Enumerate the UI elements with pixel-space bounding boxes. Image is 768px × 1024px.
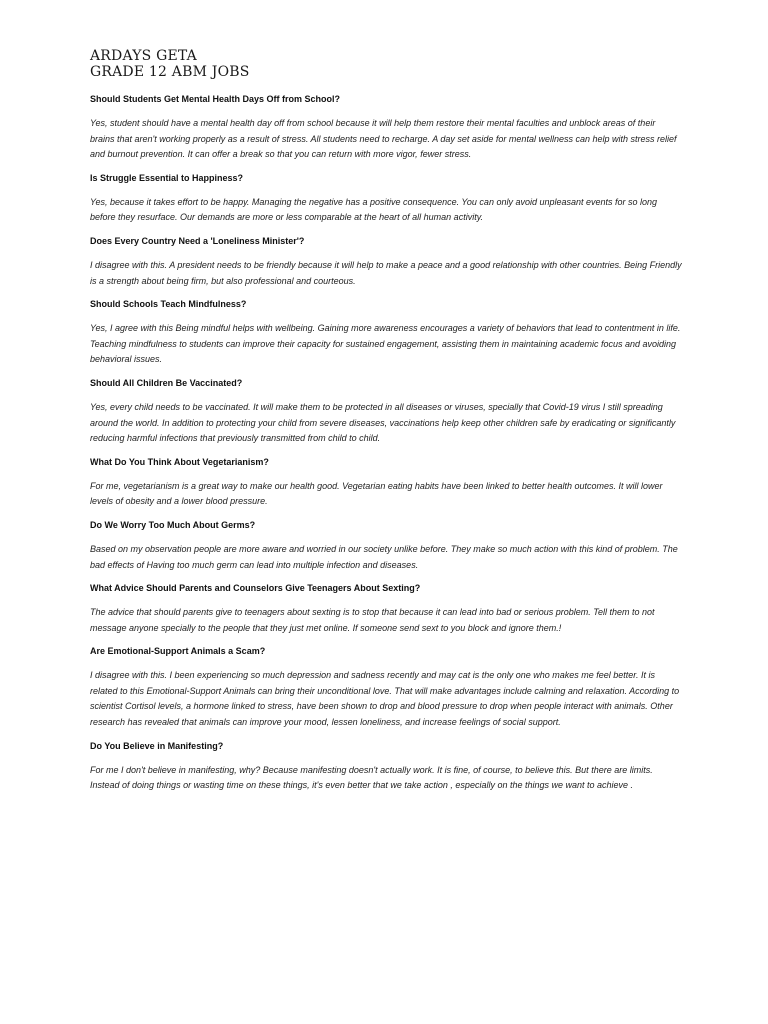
student-name: ARDAYS GETA (90, 48, 197, 64)
answer-4: Yes, I agree with this Being mindful helps with wellbeing. Gaining more awareness encourages a variety of behaviors that lead to contentment in life. Teaching mindfulness to students can improve their capacity for sustained engagement, assisting them in maintaining academic focus and avoiding behavioral issues. (90, 323, 681, 365)
qa-list (90, 94, 682, 802)
answer-1: Yes, student should have a mental health day off from school because it will help them restore their mental faculties and unblock areas of their brains that aren't working properly as a result of stress. All students need to recharge. A day set aside for mental wellness can help with stress relief and burnout prevention. It can offer a break so that you can return with more vigor, fewer stress. (90, 118, 677, 160)
question-10: Do You Believe in Manifesting? (90, 740, 224, 751)
answer-8: The advice that should parents give to teenagers about sexting is to stop that because it can lead into bad or serious problem. Tell them to not message anyone specially to the people that they just met online. If someone send sext to you block and ignore them.! (90, 607, 655, 633)
answer-7: Based on my observation people are more aware and worried in our society unlike before. They make so much action with this kind of problem. The bad effects of Having too much germ can lead into multiple infection and diseases. (90, 543, 678, 570)
question-6: What Do You Think About Vegetarianism? (90, 456, 269, 467)
answer-3: I disagree with this. A president needs to be friendly because it will help to make a peace and a good relationship with other countries. Being Friendly is a strength about being firm, but also professional and courteous. (90, 259, 682, 286)
question-3: Does Every Country Need a 'Loneliness Minister'? (90, 235, 305, 246)
question-9: Are Emotional-Support Animals a Scam? (90, 646, 266, 657)
document-header (90, 48, 250, 80)
student-class: GRADE 12 ABM JOBS (90, 64, 250, 80)
question-1: Should Students Get Mental Health Days Off from School? (90, 94, 341, 104)
question-7: Do We Worry Too Much About Germs? (90, 519, 256, 530)
question-4: Should Schools Teach Mindfulness? (90, 299, 247, 310)
question-2: Is Struggle Essential to Happiness? (90, 172, 244, 183)
question-5: Should All Children Be Vaccinated? (90, 377, 243, 388)
question-8: What Advice Should Parents and Counselors Give Teenagers About Sexting? (90, 583, 421, 594)
answer-10: For me I don't believe in manifesting, why? Because manifesting doesn't actually work. It is fine, of course, to believe this. But there are limits. Instead of doing things or wasting time on these things, it's even better that we take action , especially on the things we want to achieve . (90, 764, 653, 791)
answer-6: For me, vegetarianism is a great way to make our health good. Vegetarian eating habits have been linked to better health outcomes. It will lower levels of obesity and a lower blood pressure. (90, 480, 663, 507)
answer-5: Yes, every child needs to be vaccinated. It will make them to be protected in all diseases or viruses, specially that Covid-19 virus I still spreading around the world. In addition to protecting your child from severe diseases, vaccinations help keep other children safe by eradicating or significantly reducing harmful infections that previously transmitted from child to child. (90, 401, 676, 444)
answer-2: Yes, because it takes effort to be happy. Managing the negative has a positive consequence. You can only avoid unpleasant events for so long before they resurface. Our demands are more or less comparable at the heart of all human activity. (90, 196, 658, 223)
answer-9: I disagree with this. I been experiencing so much depression and sadness recently and may cat is the only one who makes me feel better. It is related to this Emotional-Support Animals can bring their unconditional love. That will make advantages include calming and relaxation. According to scientist Cortisol levels, a hormone linked to stress, have been shown to drop and blood pressure to drop when people interact with animals. Other research has revealed that animals can improve your mood, lessen loneliness, and increase feelings of social support. (90, 670, 680, 728)
